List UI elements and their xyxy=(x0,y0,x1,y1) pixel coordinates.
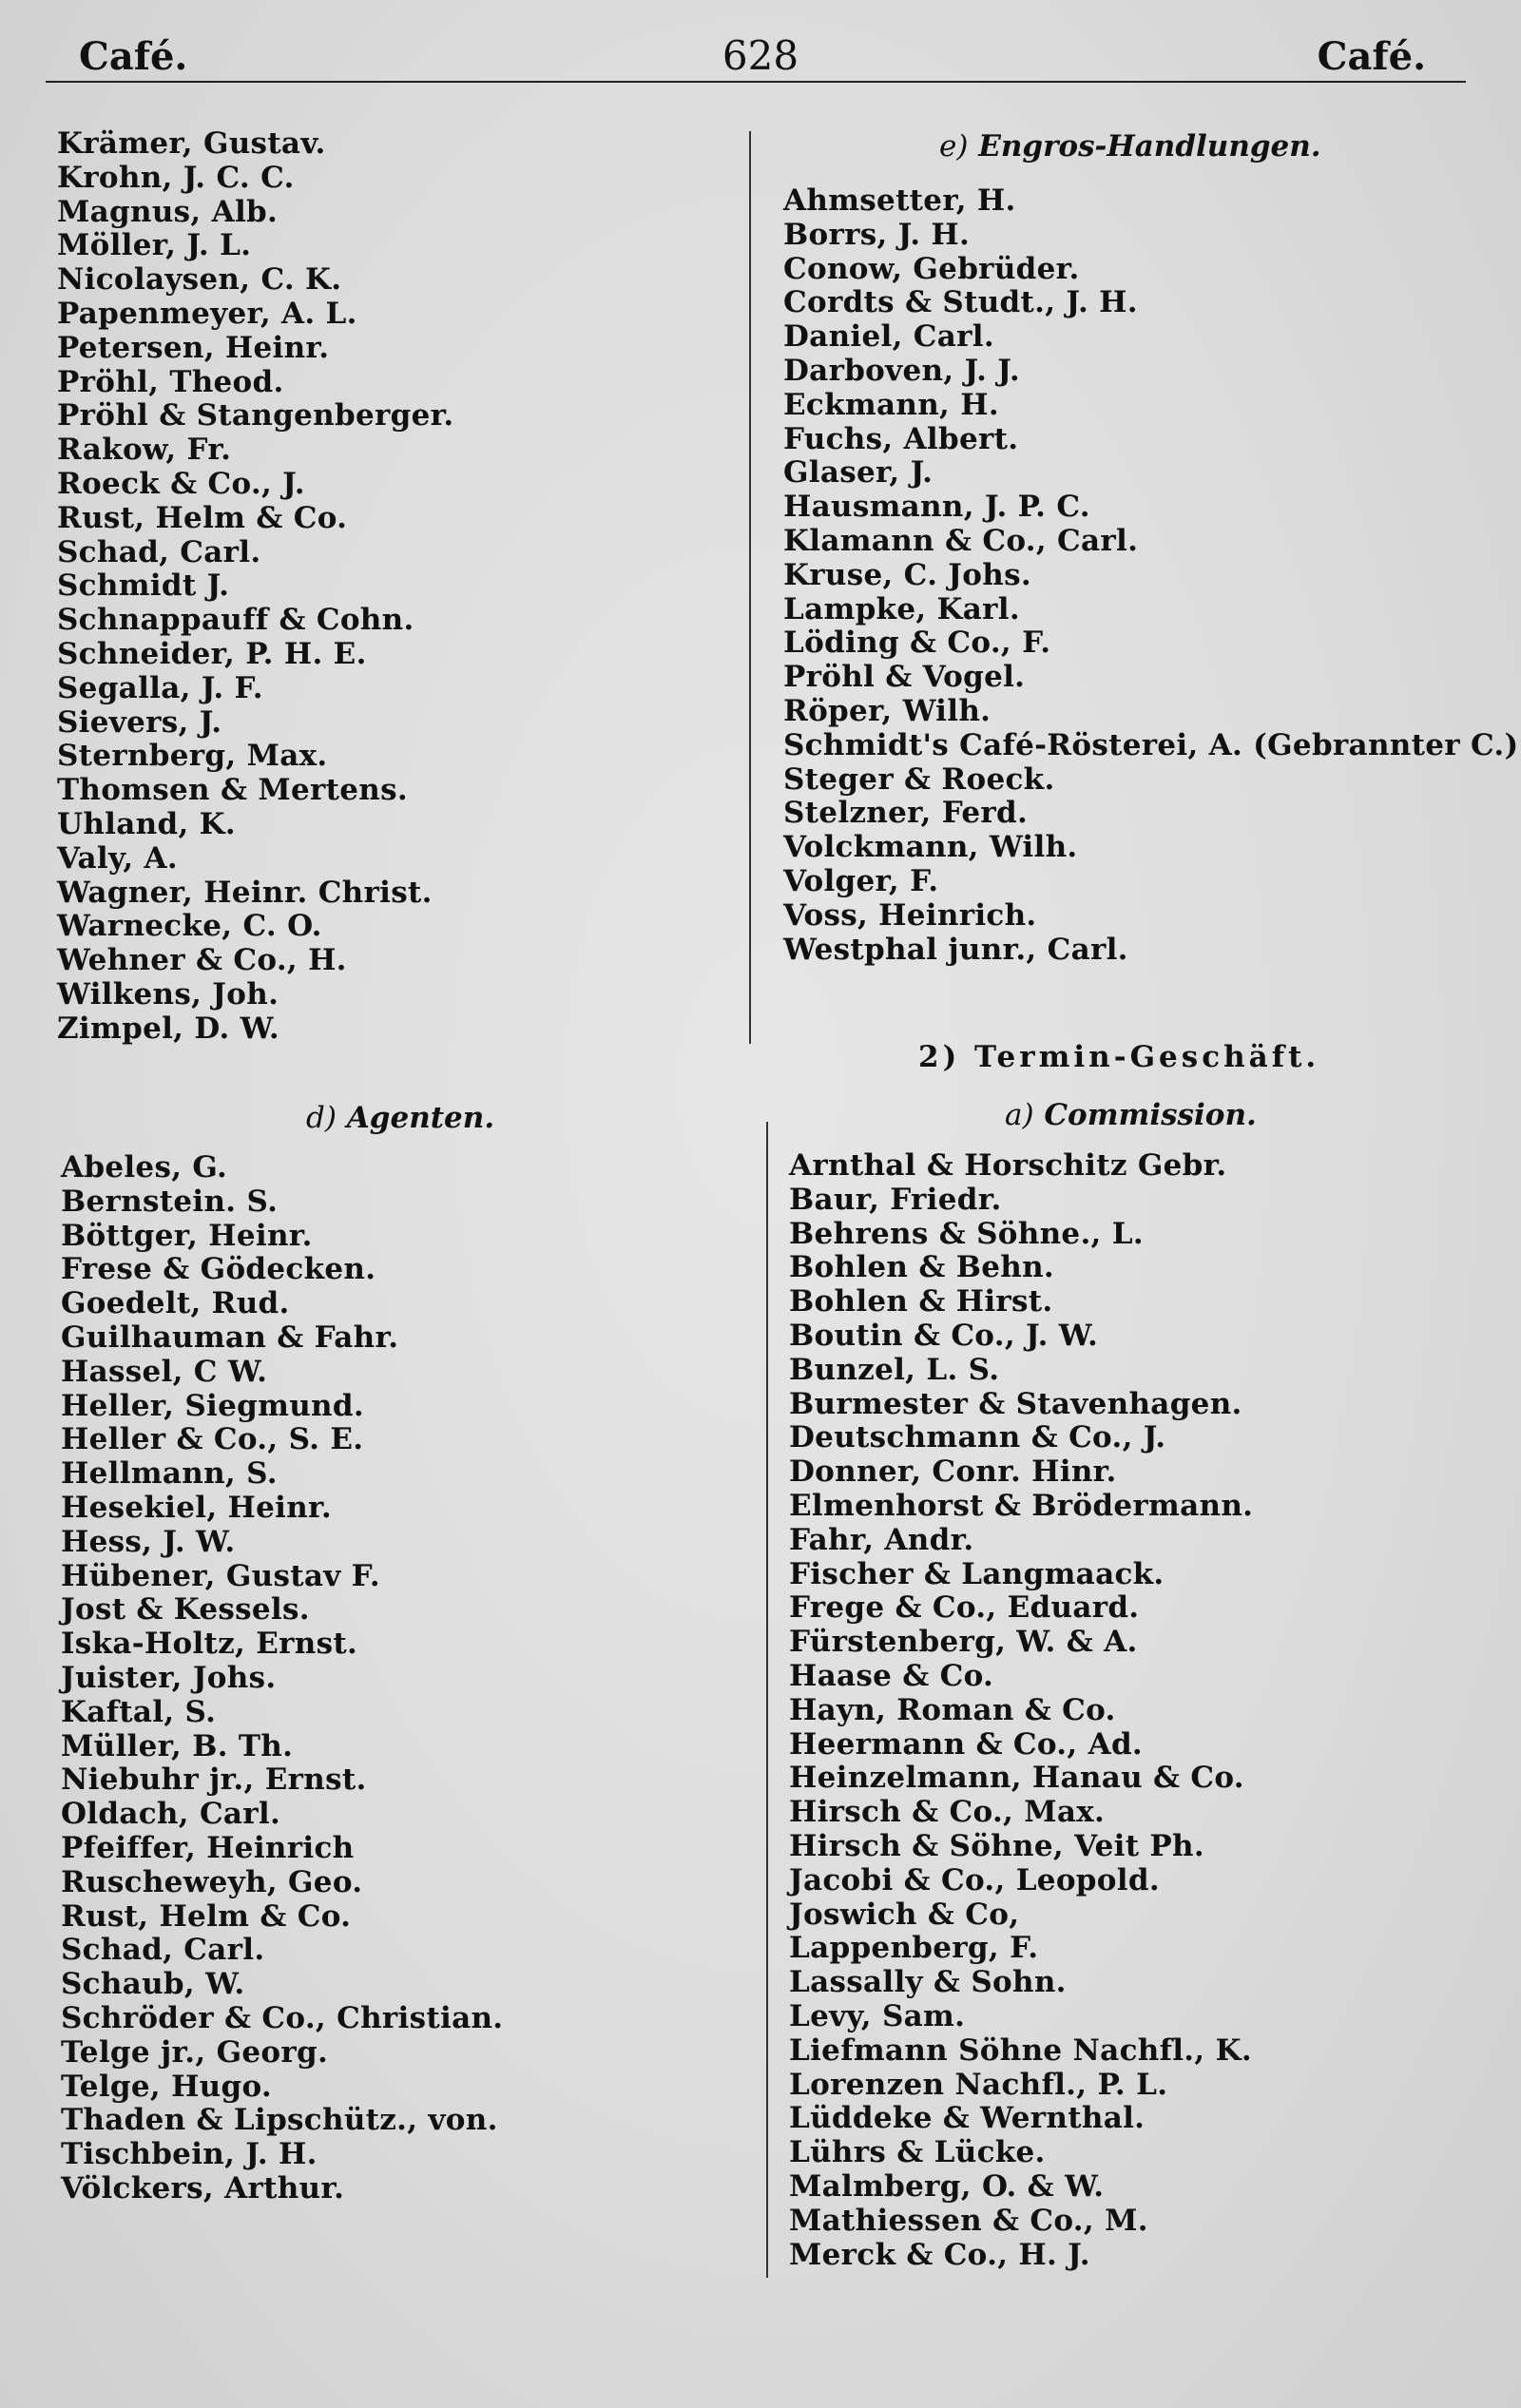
directory-entry: Volckmann, Wilh. xyxy=(783,830,1078,865)
directory-entry: Donner, Conr. Hinr. xyxy=(789,1454,1117,1490)
directory-entry: Deutschmann & Co., J. xyxy=(789,1420,1166,1455)
directory-entry: Arnthal & Horschitz Gebr. xyxy=(789,1148,1227,1183)
termin-geschaeft-heading: 2) Termin-Geschäft. xyxy=(918,1040,1320,1074)
directory-entry: Nicolaysen, C. K. xyxy=(57,262,342,298)
directory-entry: Hausmann, J. P. C. xyxy=(783,490,1090,525)
directory-entry: Joswich & Co, xyxy=(789,1897,1020,1932)
agents-heading-letter: d) xyxy=(306,1101,337,1135)
directory-entry: Boutin & Co., J. W. xyxy=(789,1318,1099,1353)
directory-entry: Volger, F. xyxy=(783,863,939,898)
commission-heading-text: Commission. xyxy=(1044,1098,1257,1132)
directory-entry: Wagner, Heinr. Christ. xyxy=(57,875,433,910)
directory-entry: Juister, Johs. xyxy=(61,1660,277,1695)
directory-entry: Malmberg, O. & W. xyxy=(789,2168,1105,2204)
directory-entry: Iska-Holtz, Ernst. xyxy=(61,1627,358,1662)
directory-entry: Oldach, Carl. xyxy=(61,1797,281,1832)
directory-entry: Heller, Siegmund. xyxy=(61,1388,364,1423)
directory-entry: Völckers, Arthur. xyxy=(61,2170,345,2206)
directory-entry: Hassel, C W. xyxy=(61,1354,268,1389)
directory-entry: Voss, Heinrich. xyxy=(783,897,1037,933)
directory-entry: Klamann & Co., Carl. xyxy=(783,523,1139,558)
directory-entry: Lüddeke & Wernthal. xyxy=(789,2101,1146,2136)
running-head-right: Café. xyxy=(1317,34,1426,79)
directory-entry: Uhland, K. xyxy=(57,806,236,841)
directory-entry: Roeck & Co., J. xyxy=(57,466,305,501)
directory-entry: Warnecke, C. O. xyxy=(57,909,322,944)
left-continued-list xyxy=(57,127,454,1047)
directory-entry: Lassally & Sohn. xyxy=(789,1965,1067,2000)
directory-entry: Rakow, Fr. xyxy=(57,433,232,468)
directory-entry: Levy, Sam. xyxy=(789,1998,966,2033)
directory-entry: Rust, Helm & Co. xyxy=(61,1898,352,1934)
directory-entry: Zimpel, D. W. xyxy=(57,1011,280,1046)
directory-entry: Lorenzen Nachfl., P. L. xyxy=(789,2067,1168,2102)
directory-entry: Jacobi & Co., Leopold. xyxy=(789,1862,1160,1898)
directory-entry: Glaser, J. xyxy=(783,455,934,491)
directory-entry: Kruse, C. Johs. xyxy=(783,557,1031,592)
directory-entry: Conow, Gebrüder. xyxy=(783,251,1080,286)
directory-entry: Niebuhr jr., Ernst. xyxy=(61,1763,367,1798)
directory-entry: Ruscheweyh, Geo. xyxy=(61,1864,363,1899)
directory-entry: Fuchs, Albert. xyxy=(783,421,1019,456)
directory-entry: Guilhauman & Fahr. xyxy=(61,1320,399,1355)
directory-entry: Schmidt J. xyxy=(57,568,230,604)
directory-entry: Pröhl, Theod. xyxy=(57,364,284,399)
directory-entry: Valy, A. xyxy=(57,840,178,876)
directory-entry: Westphal junr., Carl. xyxy=(783,932,1128,967)
directory-entry: Jost & Kessels. xyxy=(61,1592,310,1628)
directory-entry: Sievers, J. xyxy=(57,704,222,740)
agents-list xyxy=(61,1151,503,2206)
directory-entry: Darboven, J. J. xyxy=(783,353,1020,388)
directory-entry: Telge jr., Georg. xyxy=(61,2034,329,2070)
directory-entry: Löding & Co., F. xyxy=(783,626,1051,661)
directory-entry: Bohlen & Behn. xyxy=(789,1250,1055,1285)
directory-entry: Daniel, Carl. xyxy=(783,319,994,355)
directory-entry: Pröhl & Stangenberger. xyxy=(57,398,454,433)
page-header xyxy=(0,29,1521,86)
column-divider-upper xyxy=(749,131,751,1044)
directory-entry: Hayn, Roman & Co. xyxy=(789,1692,1116,1727)
directory-entry: Segalla, J. F. xyxy=(57,670,263,705)
directory-entry: Papenmeyer, A. L. xyxy=(57,296,357,331)
agents-heading-text: Agenten. xyxy=(346,1101,495,1135)
directory-entry: Fürstenberg, W. & A. xyxy=(789,1625,1138,1660)
directory-entry: Merck & Co., H. J. xyxy=(789,2237,1090,2272)
directory-entry: Wilkens, Joh. xyxy=(57,976,279,1011)
directory-entry: Hirsch & Söhne, Veit Ph. xyxy=(789,1828,1204,1863)
directory-entry: Petersen, Heinr. xyxy=(57,330,330,365)
directory-entry: Lührs & Lücke. xyxy=(789,2135,1046,2170)
directory-entry: Hirsch & Co., Max. xyxy=(789,1795,1106,1830)
commission-list xyxy=(789,1149,1253,2272)
directory-entry: Stelzner, Ferd. xyxy=(783,796,1029,831)
directory-entry: Schmidt's Café-Rösterei, A. (Gebrannter C.) xyxy=(783,727,1519,762)
engros-list xyxy=(783,184,1518,967)
column-divider-lower xyxy=(766,1122,768,2278)
directory-entry: Lappenberg, F. xyxy=(789,1931,1039,1966)
directory-entry: Schad, Carl. xyxy=(61,1933,265,1968)
directory-entry: Telge, Hugo. xyxy=(61,2069,273,2104)
directory-entry: Frese & Gödecken. xyxy=(61,1252,376,1287)
directory-entry: Hess, J. W. xyxy=(61,1524,236,1559)
directory-entry: Thaden & Lipschütz., von. xyxy=(61,2103,498,2138)
directory-entry: Kaftal, S. xyxy=(61,1694,217,1729)
directory-entry: Schnappauff & Cohn. xyxy=(57,603,414,638)
directory-entry: Lampke, Karl. xyxy=(783,591,1020,626)
directory-entry: Magnus, Alb. xyxy=(57,194,279,229)
directory-entry: Bohlen & Hirst. xyxy=(789,1284,1053,1320)
directory-entry: Behrens & Söhne., L. xyxy=(789,1216,1144,1251)
directory-entry: Borrs, J. H. xyxy=(783,217,971,252)
page-number: 628 xyxy=(722,32,799,79)
engros-heading-text: Engros-Handlungen. xyxy=(978,129,1321,164)
directory-entry: Heermann & Co., Ad. xyxy=(789,1726,1144,1762)
directory-entry: Fischer & Langmaack. xyxy=(789,1556,1165,1591)
directory-entry: Goedelt, Rud. xyxy=(61,1286,290,1321)
header-rule xyxy=(46,81,1466,83)
engros-heading-letter: e) xyxy=(939,129,969,164)
directory-entry: Röper, Wilh. xyxy=(783,693,992,728)
directory-entry: Schad, Carl. xyxy=(57,534,261,569)
commission-heading xyxy=(1005,1098,1257,1132)
directory-entry: Liefmann Söhne Nachfl., K. xyxy=(789,2032,1252,2068)
commission-heading-letter: a) xyxy=(1005,1098,1034,1132)
directory-entry: Haase & Co. xyxy=(789,1658,994,1693)
directory-entry: Pröhl & Vogel. xyxy=(783,660,1026,695)
directory-entry: Burmester & Stavenhagen. xyxy=(789,1386,1242,1421)
directory-entry: Wehner & Co., H. xyxy=(57,943,347,978)
directory-entry: Sternberg, Max. xyxy=(57,739,328,774)
directory-entry: Schaub, W. xyxy=(61,1967,245,2002)
directory-entry: Frege & Co., Eduard. xyxy=(789,1590,1140,1626)
directory-entry: Möller, J. L. xyxy=(57,228,252,263)
directory-entry: Hellmann, S. xyxy=(61,1456,278,1492)
directory-entry: Baur, Friedr. xyxy=(789,1182,1002,1217)
agents-heading xyxy=(306,1101,494,1135)
directory-entry: Bunzel, L. S. xyxy=(789,1352,1000,1387)
directory-entry: Ahmsetter, H. xyxy=(783,183,1016,218)
directory-entry: Böttger, Heinr. xyxy=(61,1218,313,1253)
directory-entry: Heller & Co., S. E. xyxy=(61,1422,364,1457)
directory-entry: Eckmann, H. xyxy=(783,387,999,422)
directory-entry: Krohn, J. C. C. xyxy=(57,160,295,195)
directory-entry: Heinzelmann, Hanau & Co. xyxy=(789,1761,1244,1796)
directory-entry: Rust, Helm & Co. xyxy=(57,500,348,535)
directory-entry: Thomsen & Mertens. xyxy=(57,773,408,808)
directory-entry: Bernstein. S. xyxy=(61,1184,279,1219)
directory-entry: Schröder & Co., Christian. xyxy=(61,2000,504,2035)
directory-entry: Fahr, Andr. xyxy=(789,1522,974,1557)
running-head-left: Café. xyxy=(79,34,188,79)
directory-entry: Steger & Roeck. xyxy=(783,761,1055,797)
directory-entry: Tischbein, J. H. xyxy=(61,2137,318,2172)
engros-heading xyxy=(939,129,1321,164)
directory-entry: Cordts & Studt., J. H. xyxy=(783,285,1138,320)
directory-entry: Elmenhorst & Brödermann. xyxy=(789,1488,1254,1523)
directory-entry: Müller, B. Th. xyxy=(61,1728,294,1763)
directory-entry: Abeles, G. xyxy=(61,1150,228,1185)
directory-entry: Pfeiffer, Heinrich xyxy=(61,1830,355,1865)
directory-entry: Schneider, P. H. E. xyxy=(57,636,367,671)
directory-entry: Hesekiel, Heinr. xyxy=(61,1490,332,1525)
directory-entry: Krämer, Gustav. xyxy=(57,126,326,161)
directory-entry: Hübener, Gustav F. xyxy=(61,1558,380,1593)
directory-entry: Mathiessen & Co., M. xyxy=(789,2203,1148,2238)
